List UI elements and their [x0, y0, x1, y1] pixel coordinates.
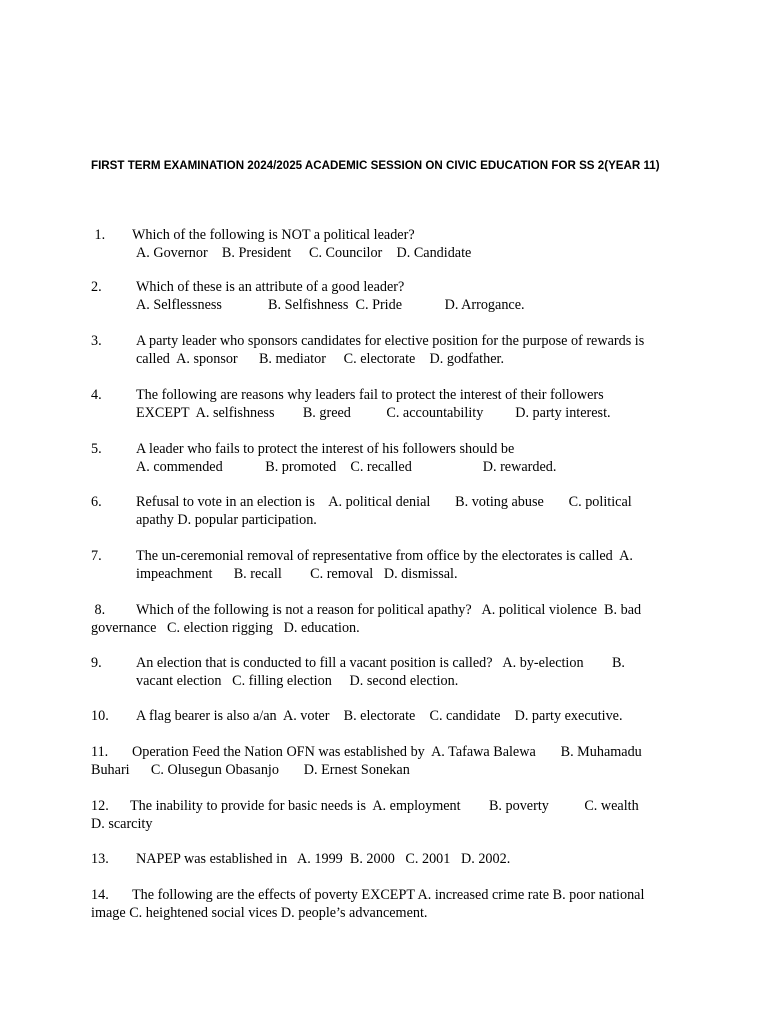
question-text: Refusal to vote in an election is A. political denial B. voting abuse C. political — [136, 494, 632, 510]
question-number: 7. — [91, 548, 102, 564]
question-options: impeachment B. recall C. removal D. dismissal. — [136, 566, 458, 582]
question-number: 9. — [91, 655, 102, 671]
question-text: Operation Feed the Nation OFN was established by A. Tafawa Balewa B. Muhamadu — [132, 744, 642, 760]
question-number: 8. — [91, 602, 106, 618]
question-options: D. scarcity — [91, 816, 153, 832]
question-number: 2. — [91, 279, 102, 295]
question-options: image C. heightened social vices D. people’s advancement. — [91, 905, 428, 921]
question-options: Buhari C. Olusegun Obasanjo D. Ernest Sonekan — [91, 762, 410, 778]
question-options: called A. sponsor B. mediator C. electorate D. godfather. — [136, 351, 504, 367]
question-text: NAPEP was established in A. 1999 B. 2000 C. 2001 D. 2002. — [136, 851, 511, 867]
question-options: governance C. election rigging D. education. — [91, 620, 360, 636]
question-number: 6. — [91, 494, 102, 510]
question-options: vacant election C. filling election D. second election. — [136, 673, 459, 689]
question-number: 4. — [91, 387, 102, 403]
question-number: 12. — [91, 798, 109, 814]
question-text: A party leader who sponsors candidates for elective position for the purpose of rewards is — [136, 333, 645, 349]
exam-title: FIRST TERM EXAMINATION 2024/2025 ACADEMIC SESSION ON CIVIC EDUCATION FOR SS 2(YEAR 11) — [91, 159, 660, 172]
question-options: apathy D. popular participation. — [136, 512, 317, 528]
question-text: The un-ceremonial removal of representative from office by the electorates is called A. — [136, 548, 633, 564]
question-number: 11. — [91, 744, 109, 760]
question-text: An election that is conducted to fill a vacant position is called? A. by-election B. — [136, 655, 625, 671]
question-number: 5. — [91, 441, 102, 457]
question-text: Which of these is an attribute of a good leader? — [136, 279, 405, 295]
question-text: Which of the following is NOT a political leader? — [132, 227, 415, 243]
question-text: A leader who fails to protect the interest of his followers should be — [136, 441, 515, 457]
question-options: A. commended B. promoted C. recalled D. rewarded. — [136, 459, 557, 475]
question-number: 1. — [91, 227, 106, 243]
question-text: The inability to provide for basic needs is A. employment B. poverty C. wealth — [130, 798, 639, 814]
question-text: The following are the effects of poverty EXCEPT A. increased crime rate B. poor national — [132, 887, 645, 903]
question-text: Which of the following is not a reason for political apathy? A. political violence B. bad — [136, 602, 642, 618]
question-number: 13. — [91, 851, 109, 867]
question-number: 3. — [91, 333, 102, 349]
question-options: A. Governor B. President C. Councilor D. Candidate — [136, 245, 472, 261]
question-options: EXCEPT A. selfishness B. greed C. accountability D. party interest. — [136, 405, 611, 421]
question-text: A flag bearer is also a/an A. voter B. electorate C. candidate D. party executive. — [136, 708, 623, 724]
question-number: 14. — [91, 887, 109, 903]
question-text: The following are reasons why leaders fail to protect the interest of their followers — [136, 387, 604, 403]
question-number: 10. — [91, 708, 109, 724]
question-options: A. Selflessness B. Selfishness C. Pride D. Arrogance. — [136, 297, 525, 313]
